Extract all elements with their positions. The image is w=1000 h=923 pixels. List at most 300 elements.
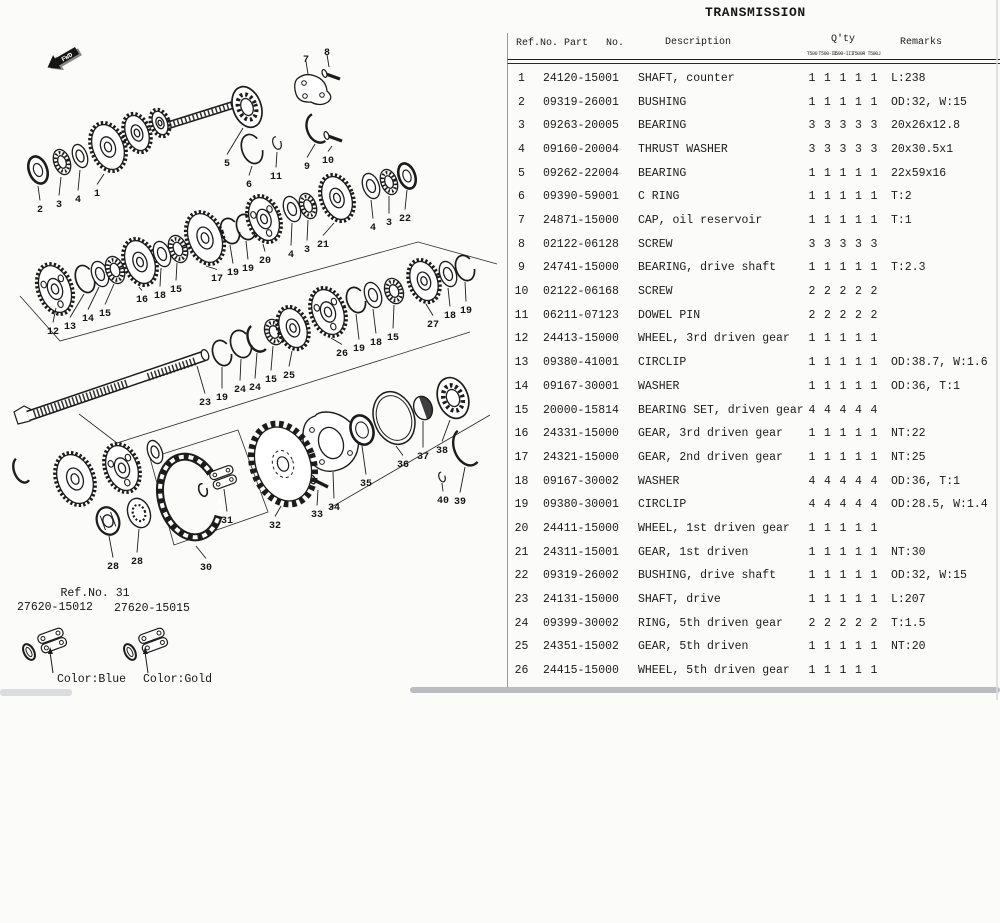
table-row: [0, 233, 1000, 257]
qty-cell: 4: [839, 498, 847, 512]
callout-number: 14: [81, 314, 95, 325]
qty-cell: 2: [808, 308, 816, 322]
remarks-cell: NT:20: [891, 640, 926, 654]
description-cell: SCREW: [638, 237, 673, 251]
qty-cell: 1: [808, 592, 816, 606]
qty-cell: 1: [870, 72, 878, 85]
qty-cell: 1: [855, 664, 862, 677]
part-no-cell: 24321-15000: [543, 450, 619, 464]
qty-cell: 1: [870, 427, 878, 441]
table-row: [0, 162, 1000, 186]
qty-cell: 1: [839, 664, 847, 677]
qty-cell: 3: [855, 237, 862, 251]
part-no-cell: 09319-26002: [543, 569, 619, 583]
qty-cell: 1: [855, 356, 862, 370]
remarks-cell: NT:30: [891, 545, 926, 559]
qty-cell: 1: [839, 569, 847, 583]
remarks-cell: T:1: [891, 214, 912, 228]
qty-cell: 4: [808, 474, 816, 488]
table-row: [0, 517, 1000, 541]
part-no-cell: 09263-20005: [543, 119, 619, 133]
callout-number: 10: [321, 156, 335, 167]
description-cell: WHEEL, 1st driven gear: [638, 521, 790, 535]
qty-cell: 1: [870, 640, 878, 654]
ref-no-cell: 21: [514, 545, 529, 559]
qty-cell: 2: [808, 616, 816, 630]
remarks-cell: T:1.5: [891, 616, 926, 630]
qty-cell: 1: [824, 427, 831, 441]
remarks-cell: L:207: [891, 592, 926, 606]
qty-cell: 1: [808, 356, 816, 370]
column-header-qty: Q'ty: [831, 34, 856, 45]
description-cell: C RING: [638, 190, 680, 204]
remarks-cell: OD:32, W:15: [891, 569, 967, 583]
ref-no-cell: 4: [518, 143, 525, 157]
qty-cell: 2: [808, 285, 816, 299]
qty-cell: 3: [808, 237, 816, 251]
description-cell: BEARING: [638, 119, 687, 133]
part-no-cell: 24871-15000: [543, 214, 619, 228]
qty-cell: 1: [824, 521, 831, 535]
qty-cell: 1: [855, 332, 862, 346]
qty-cell: 1: [870, 379, 878, 393]
part-no-cell: 02122-06168: [543, 285, 619, 299]
description-cell: RING, 5th driven gear: [638, 616, 783, 630]
callout-number: 9: [303, 162, 311, 173]
description-cell: GEAR, 5th driven: [638, 640, 749, 654]
qty-cell: 1: [824, 261, 831, 275]
description-cell: GEAR, 2nd driven gear: [638, 450, 783, 464]
qty-cell: 4: [870, 498, 878, 512]
qty-cell: 1: [870, 95, 878, 109]
qty-cell: 1: [808, 379, 816, 393]
ref-no-cell: 22: [514, 569, 529, 583]
qty-cell: 1: [824, 214, 831, 228]
callout-number: 23: [198, 398, 212, 409]
qty-cell: 3: [824, 143, 831, 157]
qty-cell: 1: [870, 214, 878, 228]
qty-cell: 4: [824, 498, 831, 512]
ref-no-cell: 24: [514, 616, 529, 630]
qty-cell: 2: [839, 285, 847, 299]
remarks-cell: 20x30.5x1: [891, 143, 954, 157]
qty-cell: 1: [870, 521, 878, 535]
ref-no-cell: 18: [514, 474, 529, 488]
callout-number: 19: [352, 344, 366, 355]
table-row: [0, 470, 1000, 494]
callout-number: 28: [106, 562, 120, 573]
column-header-description: Description: [665, 37, 732, 48]
header-rule-bottom: [507, 63, 1000, 64]
callout-number: 18: [153, 291, 167, 302]
table-row: [0, 612, 1000, 636]
ref-no-cell: 14: [514, 379, 529, 393]
column-header-ref-part-no: Ref.No. Part No.: [516, 38, 625, 49]
qty-cell: 1: [855, 592, 862, 606]
qty-cell: 1: [870, 592, 878, 606]
qty-cell: 4: [855, 498, 862, 512]
part-no-cell: 24415-15000: [543, 664, 619, 677]
qty-cell: 1: [839, 332, 847, 346]
qty-cell: 2: [870, 285, 878, 299]
callout-number: 22: [398, 214, 412, 225]
callout-number: 18: [369, 338, 383, 349]
fwd-label: FWD: [60, 51, 74, 64]
callout-number: 24: [233, 385, 247, 396]
description-cell: WASHER: [638, 474, 680, 488]
part-no-cell: 09380-30001: [543, 498, 619, 512]
ref-no-cell: 23: [514, 592, 529, 606]
ref-no-cell: 8: [518, 237, 525, 251]
part-no-cell: 24413-15000: [543, 332, 619, 346]
qty-cell: 3: [870, 143, 878, 157]
ref-no-cell: 3: [518, 119, 525, 133]
qty-cell: 2: [839, 616, 847, 630]
qty-cell: 3: [855, 119, 862, 133]
callout-number: 15: [264, 375, 278, 386]
callout-number: 40: [436, 496, 450, 507]
part-no-cell: 09390-59001: [543, 190, 619, 204]
qty-cell: 1: [824, 95, 831, 109]
part-no-cell: 09167-30002: [543, 474, 619, 488]
callout-number: 21: [316, 240, 330, 251]
qty-cell: 4: [824, 474, 831, 488]
part-no-cell: 06211-07123: [543, 308, 619, 322]
callout-number: 39: [453, 497, 467, 508]
qty-cell: 3: [870, 237, 878, 251]
qty-cell: 1: [808, 214, 816, 228]
table-row: [0, 114, 1000, 138]
qty-cell: 2: [855, 308, 862, 322]
table-row: [0, 256, 1000, 280]
callout-number: 30: [199, 563, 213, 574]
qty-cell: 1: [855, 521, 862, 535]
description-cell: DOWEL PIN: [638, 308, 701, 322]
qty-cell: 3: [855, 143, 862, 157]
qty-cell: 1: [870, 450, 878, 464]
qty-cell: 1: [855, 640, 862, 654]
qty-cell: 3: [839, 119, 847, 133]
qty-cell: 1: [808, 166, 816, 180]
table-row: [0, 399, 1000, 423]
qty-cell: 2: [855, 616, 862, 630]
qty-cell: 1: [855, 72, 862, 85]
callout-number: 19: [215, 393, 229, 404]
part-no-cell: 09262-22004: [543, 166, 619, 180]
callout-number: 2: [36, 205, 44, 216]
qty-cell: 1: [808, 332, 816, 346]
qty-cell: 3: [870, 119, 878, 133]
ref-no-cell: 25: [514, 640, 529, 654]
remarks-cell: 22x59x16: [891, 166, 947, 180]
qty-cell: 4: [855, 474, 862, 488]
page-title: TRANSMISSION: [705, 5, 806, 20]
qty-cell: 1: [808, 569, 816, 583]
part-no-cell: 09380-41001: [543, 356, 619, 370]
qty-cell: 1: [839, 592, 847, 606]
remarks-cell: NT:25: [891, 450, 926, 464]
description-cell: CAP, oil reservoir: [638, 214, 763, 228]
description-cell: CIRCLIP: [638, 356, 687, 370]
callout-number: 6: [245, 180, 253, 191]
ref-no-cell: 15: [514, 403, 529, 417]
qty-cell: 1: [839, 545, 847, 559]
qty-cell: 1: [824, 72, 831, 85]
qty-cell: 1: [839, 190, 847, 204]
qty-cell: 1: [870, 569, 878, 583]
table-row: [0, 304, 1000, 328]
qty-cell: 4: [839, 474, 847, 488]
callout-number: 4: [74, 195, 82, 206]
callout-number: 17: [210, 274, 224, 285]
part-no-cell: 09399-30002: [543, 616, 619, 630]
ref-no-cell: 1: [518, 72, 525, 85]
qty-cell: 1: [824, 356, 831, 370]
qty-cell: 1: [808, 72, 816, 85]
description-cell: WHEEL, 5th driven gear: [638, 664, 790, 677]
callout-number: 36: [396, 460, 410, 471]
qty-cell: 3: [824, 119, 831, 133]
header-rule-top: [507, 59, 1000, 61]
table-row: [0, 209, 1000, 233]
callout-number: 3: [55, 200, 63, 211]
qty-cell: 1: [839, 95, 847, 109]
callout-number: 34: [327, 503, 341, 514]
qty-cell: 2: [824, 308, 831, 322]
table-row: [0, 541, 1000, 565]
callout-number: 19: [459, 306, 473, 317]
qty-cell: 1: [824, 332, 831, 346]
qty-cell: 1: [839, 640, 847, 654]
callout-number: 25: [282, 371, 296, 382]
qty-cell: 1: [855, 166, 862, 180]
qty-cell: 1: [855, 214, 862, 228]
callout-number: 19: [241, 264, 255, 275]
qty-cell: 4: [870, 474, 878, 488]
qty-cell: 1: [824, 379, 831, 393]
qty-model-label: T500J: [867, 51, 881, 57]
description-cell: SHAFT, counter: [638, 72, 735, 85]
qty-cell: 1: [855, 427, 862, 441]
description-cell: BEARING, drive shaft: [638, 261, 777, 275]
qty-cell: 2: [870, 308, 878, 322]
callout-number: 13: [63, 322, 77, 333]
part-no-cell: 02122-06128: [543, 237, 619, 251]
table-row: [0, 185, 1000, 209]
ref-no-cell: 7: [518, 214, 525, 228]
qty-cell: 4: [870, 403, 878, 417]
ref-no-cell: 17: [514, 450, 529, 464]
qty-cell: 1: [855, 545, 862, 559]
remarks-cell: T:2.3: [891, 261, 926, 275]
column-header-remarks: Remarks: [900, 37, 943, 48]
callout-number: 28: [130, 557, 144, 568]
qty-cell: 1: [808, 261, 816, 275]
part-no-cell: 24411-15000: [543, 521, 619, 535]
footnote-ref-label: Ref.No. 31: [60, 587, 130, 600]
part-no-cell: 09167-30001: [543, 379, 619, 393]
callout-number: 3: [303, 245, 311, 256]
description-cell: GEAR, 3rd driven gear: [638, 427, 783, 441]
remarks-cell: L:238: [891, 72, 926, 85]
footnote-right-part-number: 27620-15015: [114, 602, 190, 615]
scan-artifact: [996, 0, 998, 700]
qty-cell: 1: [870, 356, 878, 370]
description-cell: WHEEL, 3rd driven gear: [638, 332, 790, 346]
callout-number: 4: [287, 250, 295, 261]
qty-cell: 2: [855, 285, 862, 299]
callout-number: 35: [359, 479, 373, 490]
qty-cell: 1: [855, 261, 862, 275]
qty-cell: 1: [839, 521, 847, 535]
callout-number: 38: [435, 446, 449, 457]
description-cell: BEARING SET, driven gear: [638, 403, 804, 417]
callout-number: 7: [302, 55, 310, 66]
part-no-cell: 09319-26001: [543, 95, 619, 109]
table-row: [0, 588, 1000, 612]
qty-cell: 1: [839, 356, 847, 370]
qty-cell: 4: [808, 498, 816, 512]
part-no-cell: 24741-15000: [543, 261, 619, 275]
qty-cell: 4: [808, 403, 816, 417]
part-no-cell: 24311-15001: [543, 545, 619, 559]
qty-cell: 1: [808, 450, 816, 464]
qty-cell: 4: [824, 403, 831, 417]
qty-model-label: T500R: [851, 51, 865, 57]
qty-cell: 1: [855, 95, 862, 109]
callout-number: 4: [369, 223, 377, 234]
callout-number: 33: [310, 510, 324, 521]
callout-number: 37: [416, 452, 430, 463]
ref-no-cell: 6: [518, 190, 525, 204]
qty-cell: 1: [808, 521, 816, 535]
description-cell: CIRCLIP: [638, 498, 687, 512]
table-row: [0, 564, 1000, 588]
callout-number: 31: [220, 516, 234, 527]
qty-cell: 3: [824, 237, 831, 251]
qty-model-label: T500: [806, 51, 818, 57]
description-cell: BEARING: [638, 166, 687, 180]
table-row: [0, 635, 1000, 659]
qty-cell: 2: [839, 308, 847, 322]
callout-number: 1: [93, 189, 101, 200]
table-row: [0, 659, 1000, 683]
ref-no-cell: 10: [514, 285, 529, 299]
qty-cell: 1: [808, 640, 816, 654]
qty-cell: 1: [839, 72, 847, 85]
remarks-cell: NT:22: [891, 427, 926, 441]
qty-cell: 1: [870, 545, 878, 559]
qty-cell: 2: [824, 616, 831, 630]
callout-number: 18: [443, 311, 457, 322]
qty-cell: 1: [839, 450, 847, 464]
qty-cell: 1: [824, 569, 831, 583]
description-cell: SCREW: [638, 285, 673, 299]
qty-cell: 1: [870, 190, 878, 204]
table-row: [0, 422, 1000, 446]
footnote-color-gold-label: Color:Gold: [143, 673, 213, 686]
qty-cell: 1: [824, 592, 831, 606]
qty-cell: 1: [839, 427, 847, 441]
qty-cell: 1: [839, 379, 847, 393]
qty-cell: 1: [824, 190, 831, 204]
callout-number: 11: [269, 172, 283, 183]
qty-cell: 1: [808, 190, 816, 204]
part-no-cell: 24331-15000: [543, 427, 619, 441]
table-row: [0, 493, 1000, 517]
qty-cell: 1: [808, 427, 816, 441]
remarks-cell: OD:32, W:15: [891, 95, 967, 109]
qty-cell: 1: [808, 664, 816, 677]
callout-number: 32: [268, 521, 282, 532]
qty-cell: 3: [839, 143, 847, 157]
remarks-cell: T:2: [891, 190, 912, 204]
qty-cell: 3: [808, 119, 816, 133]
ref-no-cell: 19: [514, 498, 529, 512]
ref-no-cell: 9: [518, 261, 525, 275]
callout-number: 27: [426, 320, 440, 331]
callout-number: 3: [385, 218, 393, 229]
part-no-cell: 24131-15000: [543, 592, 619, 606]
ref-no-cell: 20: [514, 521, 529, 535]
qty-cell: 2: [824, 285, 831, 299]
footnote-left-part-number: 27620-15012: [17, 601, 93, 614]
description-cell: WASHER: [638, 379, 680, 393]
qty-cell: 1: [870, 166, 878, 180]
remarks-cell: 20x26x12.8: [891, 119, 961, 133]
qty-cell: 3: [839, 237, 847, 251]
qty-cell: 1: [824, 166, 831, 180]
qty-cell: 1: [870, 332, 878, 346]
qty-cell: 4: [839, 403, 847, 417]
table-row: [0, 138, 1000, 162]
ref-no-cell: 13: [514, 356, 529, 370]
qty-cell: 1: [808, 95, 816, 109]
remarks-cell: OD:28.5, W:1.4: [891, 498, 988, 512]
ref-no-cell: 2: [518, 95, 525, 109]
scan-artifact: [410, 687, 1000, 693]
callout-number: 20: [258, 256, 272, 267]
qty-cell: 1: [870, 664, 878, 677]
qty-cell: 1: [824, 664, 831, 677]
remarks-cell: OD:36, T:1: [891, 474, 961, 488]
remarks-cell: OD:38.7, W:1.6: [891, 356, 988, 370]
qty-cell: 4: [855, 403, 862, 417]
qty-cell: 1: [824, 450, 831, 464]
description-cell: BUSHING, drive shaft: [638, 569, 777, 583]
ref-no-cell: 26: [514, 664, 529, 677]
description-cell: THRUST WASHER: [638, 143, 728, 157]
remarks-cell: OD:36, T:1: [891, 379, 961, 393]
qty-cell: 1: [855, 569, 862, 583]
callout-number: 15: [386, 333, 400, 344]
description-cell: SHAFT, drive: [638, 592, 721, 606]
qty-cell: 1: [870, 261, 878, 275]
qty-cell: 1: [839, 214, 847, 228]
callout-number: 19: [226, 268, 240, 279]
footnote-color-blue-label: Color:Blue: [57, 673, 127, 686]
ref-no-cell: 5: [518, 166, 525, 180]
description-cell: BUSHING: [638, 95, 687, 109]
table-row: [0, 327, 1000, 351]
table-row: [0, 280, 1000, 304]
ref-no-cell: 11: [514, 308, 529, 322]
part-no-cell: 20000-15814: [543, 403, 619, 417]
qty-cell: 1: [839, 261, 847, 275]
qty-cell: 1: [824, 545, 831, 559]
qty-cell: 1: [839, 166, 847, 180]
callout-number: 15: [98, 309, 112, 320]
